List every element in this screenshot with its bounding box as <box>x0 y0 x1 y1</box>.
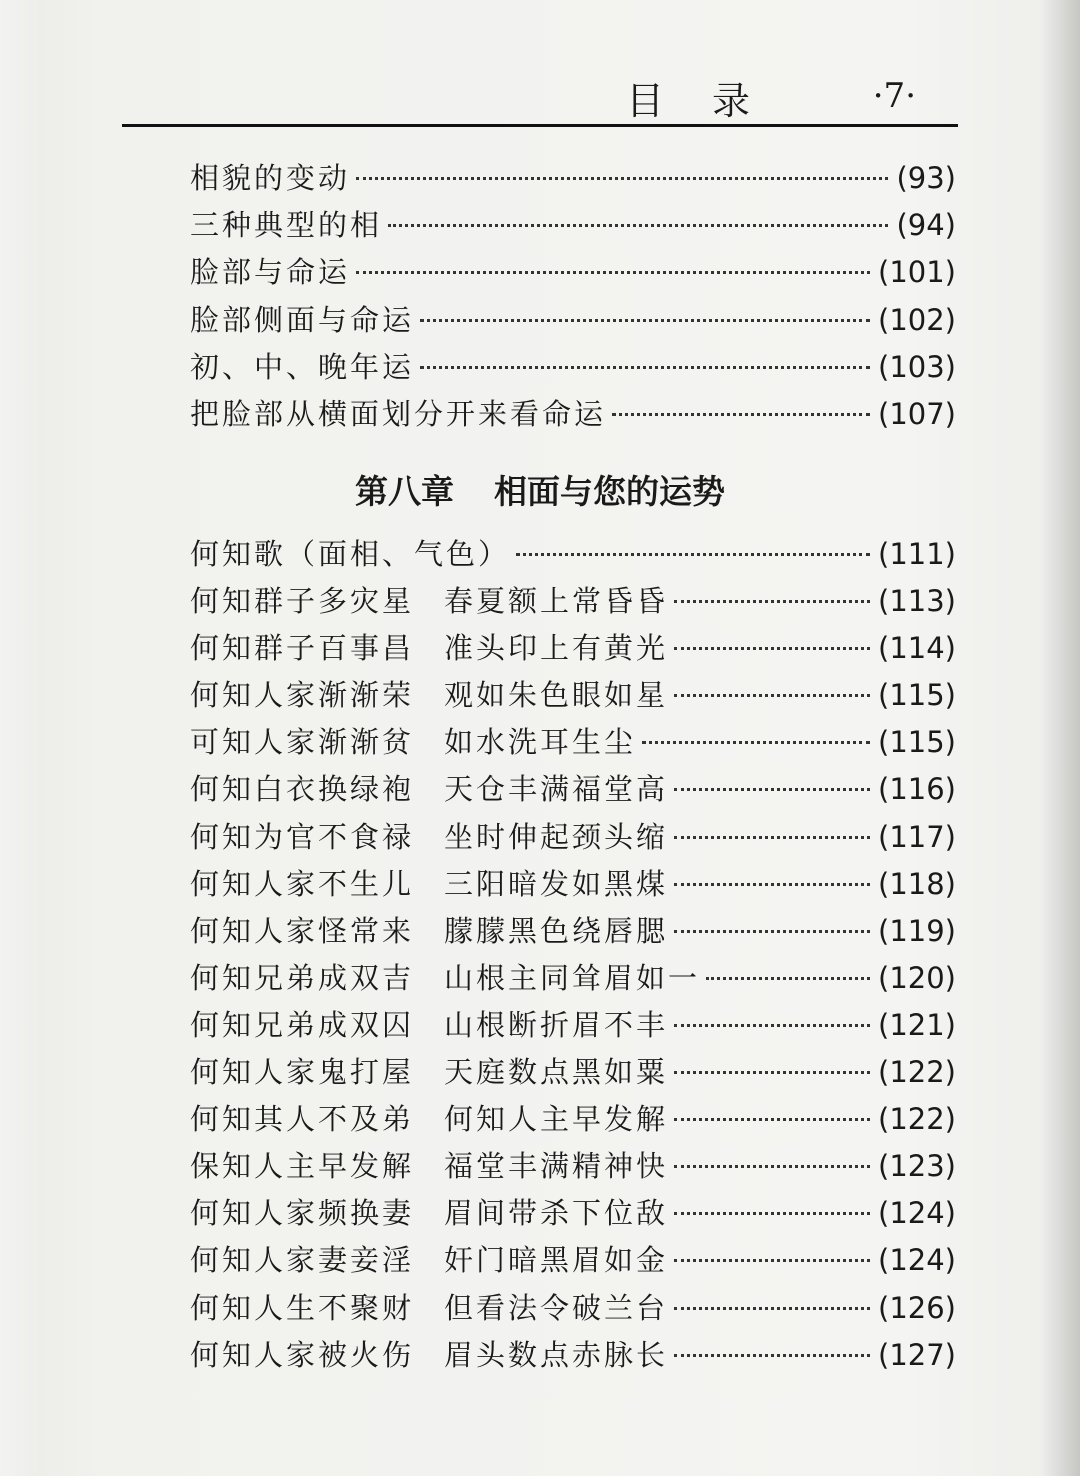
chapter-title: 相面与您的运势 <box>494 472 725 511</box>
toc-entry <box>190 579 956 626</box>
toc-entry-title: 何知兄弟成双吉 <box>190 960 415 995</box>
toc-entry-page: (101) <box>878 255 956 290</box>
toc-entry <box>190 1097 956 1144</box>
toc-entry-page: (93) <box>896 161 956 195</box>
header-title: 目录 <box>625 79 798 123</box>
toc-entry-subtitle: 天庭数点黑如粟 <box>444 1055 669 1090</box>
dot-leader <box>674 788 870 791</box>
dot-leader <box>674 836 870 839</box>
toc-entry-page: (124) <box>878 1243 956 1278</box>
toc-entry-page: (122) <box>878 1102 956 1137</box>
toc-entry <box>190 250 956 297</box>
dot-leader <box>674 1024 870 1027</box>
dot-leader <box>356 177 888 180</box>
toc-section-previous <box>190 156 956 439</box>
toc-entry-subtitle: 如水洗耳生尘 <box>444 725 637 760</box>
toc-entry <box>190 203 956 250</box>
header-rule <box>122 124 958 127</box>
dot-leader <box>420 319 870 322</box>
toc-entry <box>190 345 956 392</box>
dot-leader <box>356 271 870 274</box>
toc-list <box>190 156 956 439</box>
toc-entry-subtitle: 坐时伸起颈头缩 <box>444 819 669 854</box>
header-page-number: ·7· <box>872 76 916 116</box>
toc-entry-page: (124) <box>878 1196 956 1231</box>
toc-entry <box>190 392 956 439</box>
dot-leader <box>388 224 888 227</box>
toc-entry-subtitle: 春夏额上常昏昏 <box>444 584 669 619</box>
toc-entry-page: (107) <box>878 396 956 431</box>
dot-leader <box>642 741 870 744</box>
toc-entry-subtitle: 眉头数点赤脉长 <box>444 1337 669 1372</box>
toc-entry-subtitle: 朦朦黑色绕唇腮 <box>444 913 669 948</box>
toc-entry-title: 初、中、晚年运 <box>190 349 415 384</box>
dot-leader <box>516 553 870 556</box>
dot-leader <box>674 883 870 886</box>
toc-entry-page: (121) <box>878 1007 956 1042</box>
toc-entry-title: 何知为官不食禄 <box>190 819 415 854</box>
toc-entry-page: (119) <box>878 913 956 948</box>
toc-entry-title: 何知人家不生儿 <box>190 866 415 901</box>
toc-entry-page: (118) <box>878 866 956 901</box>
toc-entry-page: (126) <box>878 1290 956 1325</box>
toc-entry-page: (122) <box>878 1055 956 1090</box>
toc-entry-page: (115) <box>878 725 956 760</box>
toc-entry-title: 何知群子多灾星 <box>190 584 415 619</box>
toc-entry-subtitle: 三阳暗发如黑煤 <box>444 866 669 901</box>
dot-leader <box>674 694 870 697</box>
toc-entry-title: 三种典型的相 <box>190 208 383 243</box>
toc-entry-title: 脸部侧面与命运 <box>190 302 415 337</box>
dot-leader <box>674 1212 870 1215</box>
toc-entry-page: (115) <box>878 678 956 713</box>
toc-entry <box>190 626 956 673</box>
dot-leader <box>420 366 870 369</box>
toc-entry <box>190 532 956 579</box>
toc-entry <box>190 767 956 814</box>
toc-entry-title: 何知群子百事昌 <box>190 631 415 666</box>
toc-entry-title: 保知人主早发解 <box>190 1149 415 1184</box>
toc-entry <box>190 1191 956 1238</box>
toc-entry <box>190 673 956 720</box>
toc-entry-title: 何知人家妻妾淫 <box>190 1243 415 1278</box>
dot-leader <box>706 977 870 980</box>
toc-entry-subtitle: 但看法令破兰台 <box>444 1290 669 1325</box>
dot-leader <box>674 600 870 603</box>
toc-entry <box>190 1238 956 1285</box>
toc-entry <box>190 1286 956 1333</box>
dot-leader <box>674 1118 870 1121</box>
toc-entry <box>190 815 956 862</box>
dot-leader <box>612 413 870 416</box>
toc-entry-page: (127) <box>878 1337 956 1372</box>
toc-section-chapter8 <box>190 532 956 1380</box>
toc-entry-title: 何知人家鬼打屋 <box>190 1055 415 1090</box>
toc-entry-page: (102) <box>878 302 956 337</box>
toc-entry-title: 何知人生不聚财 <box>190 1290 415 1325</box>
toc-entry-title: 何知人家渐渐荣 <box>190 678 415 713</box>
toc-list <box>190 532 956 1380</box>
toc-entry-subtitle: 准头印上有黄光 <box>444 631 669 666</box>
toc-entry-subtitle: 山根断折眉不丰 <box>444 1007 669 1042</box>
dot-leader <box>674 1259 870 1262</box>
toc-entry <box>190 1333 956 1380</box>
toc-entry-title: 何知兄弟成双囚 <box>190 1007 415 1042</box>
toc-entry <box>190 720 956 767</box>
toc-entry <box>190 1050 956 1097</box>
toc-entry <box>190 1003 956 1050</box>
toc-entry-page: (123) <box>878 1149 956 1184</box>
toc-entry-title: 何知白衣换绿袍 <box>190 772 415 807</box>
toc-entry-title: 何知人家被火伤 <box>190 1337 415 1372</box>
toc-entry-subtitle: 观如朱色眼如星 <box>444 678 669 713</box>
toc-entry-subtitle: 山根主同耸眉如一 <box>444 960 701 995</box>
toc-entry-page: (111) <box>878 537 956 571</box>
toc-entry <box>190 862 956 909</box>
toc-entry-title: 相貌的变动 <box>190 161 351 195</box>
dot-leader <box>674 1071 870 1074</box>
dot-leader <box>674 1354 870 1357</box>
toc-entry-page: (117) <box>878 819 956 854</box>
chapter-heading <box>0 466 1080 513</box>
toc-entry-page: (120) <box>878 960 956 995</box>
dot-leader <box>674 647 870 650</box>
toc-entry-title: 把脸部从横面划分开来看命运 <box>190 396 607 431</box>
chapter-number: 第八章 <box>355 472 454 511</box>
toc-entry-title: 何知人家怪常来 <box>190 913 415 948</box>
toc-entry <box>190 1144 956 1191</box>
toc-entry-title: 何知歌（面相、气色） <box>190 537 511 571</box>
toc-entry <box>190 156 956 203</box>
toc-entry <box>190 298 956 345</box>
toc-entry-page: (113) <box>878 584 956 619</box>
page-header <box>122 70 958 126</box>
toc-entry-page: (114) <box>878 631 956 666</box>
toc-entry-title: 可知人家渐渐贫 <box>190 725 415 760</box>
toc-entry-page: (103) <box>878 349 956 384</box>
toc-entry-page: (116) <box>878 772 956 807</box>
toc-entry <box>190 956 956 1003</box>
toc-entry-page: (94) <box>896 208 956 243</box>
toc-entry-title: 脸部与命运 <box>190 255 351 290</box>
toc-entry-subtitle: 何知人主早发解 <box>444 1102 669 1137</box>
toc-entry-subtitle: 眉间带杀下位敌 <box>444 1196 669 1231</box>
toc-entry-subtitle: 福堂丰满精神快 <box>444 1149 669 1184</box>
dot-leader <box>674 1165 870 1168</box>
toc-entry-subtitle: 奸门暗黑眉如金 <box>444 1243 669 1278</box>
dot-leader <box>674 1307 870 1310</box>
toc-entry-title: 何知人家频换妻 <box>190 1196 415 1231</box>
dot-leader <box>674 930 870 933</box>
toc-entry <box>190 909 956 956</box>
toc-entry-title: 何知其人不及弟 <box>190 1102 415 1137</box>
toc-entry-subtitle: 天仓丰满福堂高 <box>444 772 669 807</box>
